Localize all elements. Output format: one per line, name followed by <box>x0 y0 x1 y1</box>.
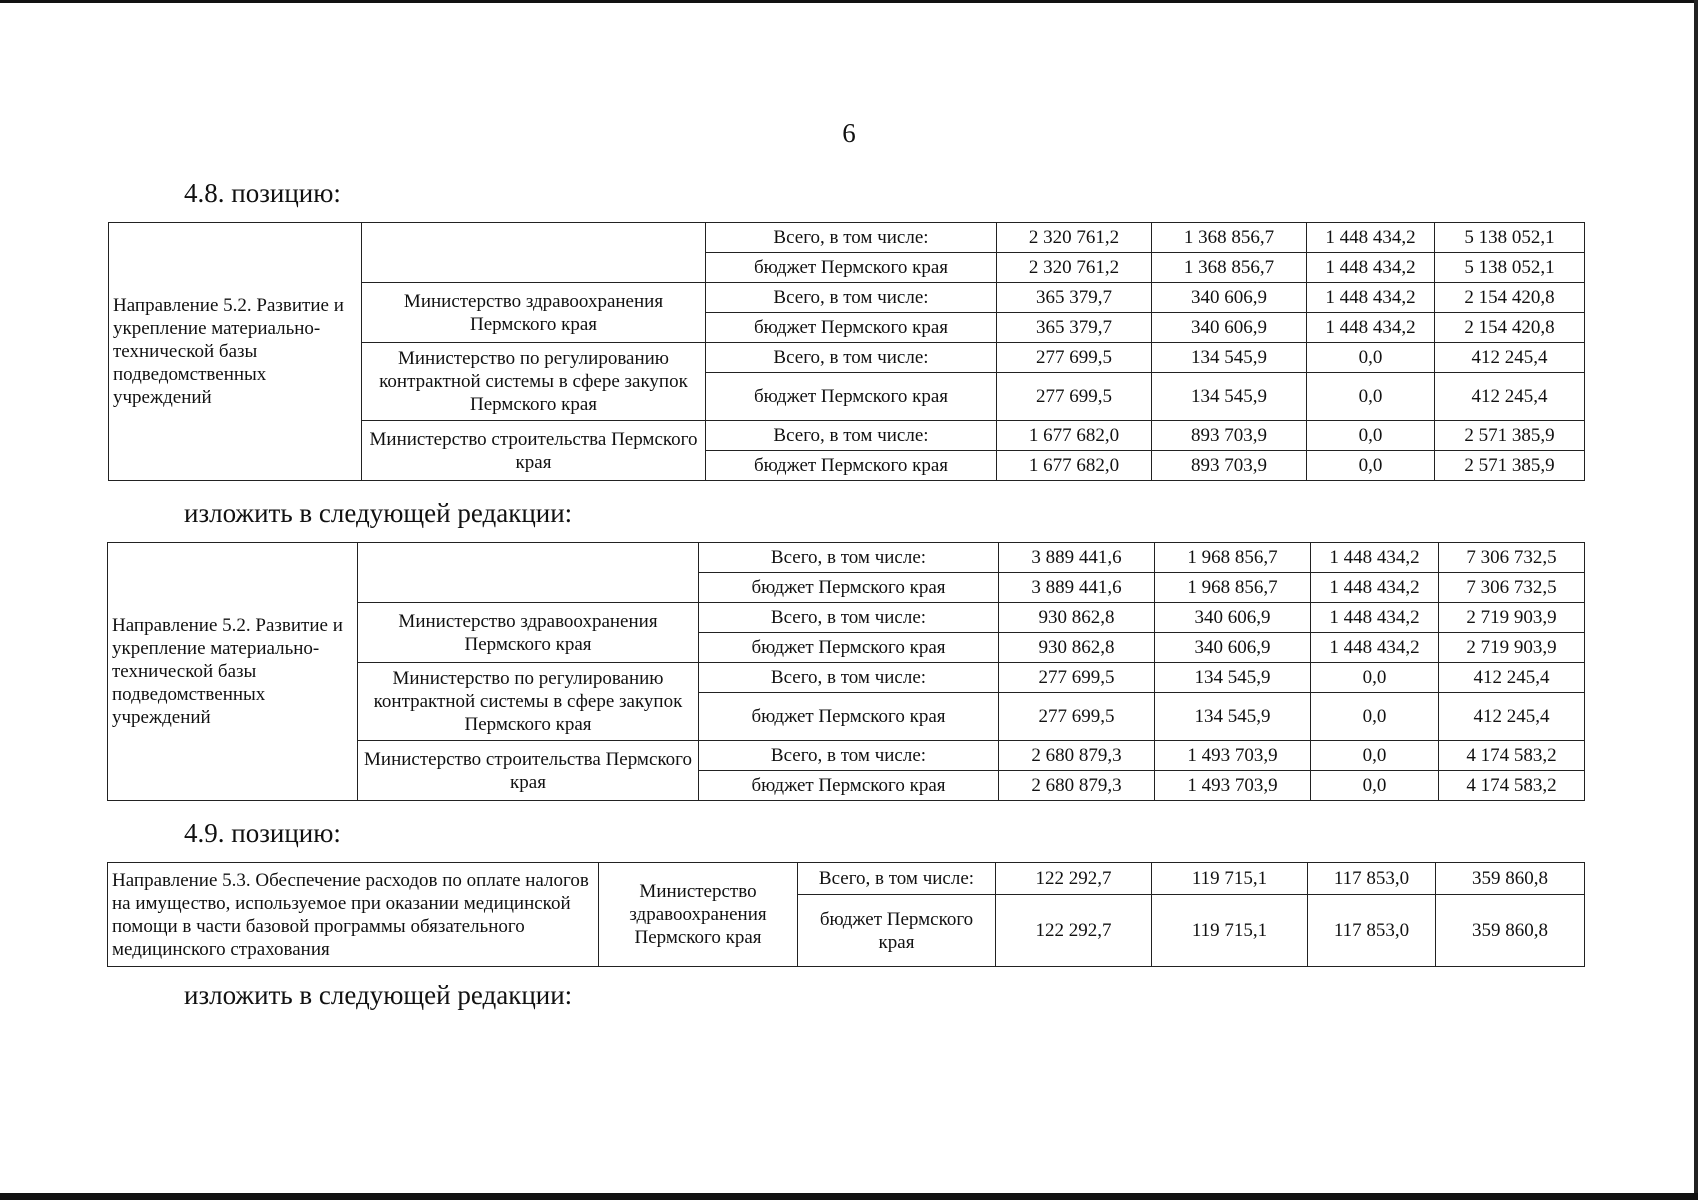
value-cell: 365 379,7 <box>997 313 1152 343</box>
ministry-cell: Министерство по регулированию контрактной системы в сфере закупок Пермского края <box>358 663 699 741</box>
value-cell: 893 703,9 <box>1152 421 1307 451</box>
ministry-cell: Министерство здравоохранения Пермского края <box>358 603 699 663</box>
total-cell: 7 306 732,5 <box>1439 543 1585 573</box>
value-cell: 119 715,1 <box>1152 863 1308 895</box>
edit-heading-2: изложить в следующей редакции: <box>184 980 573 1010</box>
value-cell: 0,0 <box>1311 693 1439 741</box>
section-4-9-heading: 4.9. позицию: <box>184 818 341 848</box>
ministry-cell: Министерство строительства Пермского края <box>362 421 706 481</box>
value-cell: 2 680 879,3 <box>999 741 1155 771</box>
section-4-8-heading: 4.8. позицию: <box>184 178 341 208</box>
value-cell: 1 448 434,2 <box>1311 603 1439 633</box>
source-cell: Всего, в том числе: <box>706 421 997 451</box>
source-cell: Всего, в том числе: <box>699 543 999 573</box>
value-cell: 0,0 <box>1311 663 1439 693</box>
value-cell: 340 606,9 <box>1152 283 1307 313</box>
ministry-cell: Министерство строительства Пермского края <box>358 741 699 801</box>
source-cell: бюджет Пермского края <box>706 313 997 343</box>
edit-heading-1: изложить в следующей редакции: <box>184 498 573 528</box>
source-cell: бюджет Пермского края <box>706 451 997 481</box>
value-cell: 930 862,8 <box>999 603 1155 633</box>
value-cell: 0,0 <box>1307 343 1435 373</box>
ministry-cell: Министерство здравоохранения Пермского края <box>599 863 798 967</box>
source-cell: бюджет Пермского края <box>699 633 999 663</box>
source-cell: бюджет Пермского края <box>699 573 999 603</box>
ministry-cell-empty <box>358 543 699 603</box>
total-cell: 359 860,8 <box>1436 895 1585 967</box>
direction-cell: Направление 5.2. Развитие и укрепление материально-технической базы подведомственных учреждений <box>109 223 362 481</box>
value-cell: 3 889 441,6 <box>999 543 1155 573</box>
total-cell: 412 245,4 <box>1439 693 1585 741</box>
value-cell: 340 606,9 <box>1155 633 1311 663</box>
value-cell: 1 677 682,0 <box>997 451 1152 481</box>
source-cell: бюджет Пермского края <box>699 771 999 801</box>
value-cell: 1 493 703,9 <box>1155 771 1311 801</box>
total-cell: 2 719 903,9 <box>1439 603 1585 633</box>
source-cell: Всего, в том числе: <box>699 741 999 771</box>
value-cell: 1 448 434,2 <box>1307 283 1435 313</box>
value-cell: 277 699,5 <box>999 693 1155 741</box>
value-cell: 1 968 856,7 <box>1155 573 1311 603</box>
direction-cell: Направление 5.2. Развитие и укрепление материально-технической базы подведомственных учреждений <box>108 543 358 801</box>
value-cell: 340 606,9 <box>1155 603 1311 633</box>
table-row <box>108 543 1585 573</box>
table-position-5-2-new <box>107 542 1585 801</box>
value-cell: 0,0 <box>1311 771 1439 801</box>
value-cell: 930 862,8 <box>999 633 1155 663</box>
value-cell: 0,0 <box>1307 451 1435 481</box>
total-cell: 412 245,4 <box>1439 663 1585 693</box>
total-cell: 2 571 385,9 <box>1435 451 1585 481</box>
total-cell: 412 245,4 <box>1435 373 1585 421</box>
total-cell: 5 138 052,1 <box>1435 253 1585 283</box>
direction-cell: Направление 5.3. Обеспечение расходов по оплате налогов на имущество, используемое при оказании медицинской помощи в части базовой программы обязательного медицинского страхования <box>108 863 599 967</box>
value-cell: 122 292,7 <box>996 895 1152 967</box>
scan-edge-right <box>1694 0 1698 1200</box>
total-cell: 2 571 385,9 <box>1435 421 1585 451</box>
value-cell: 117 853,0 <box>1308 863 1436 895</box>
source-cell: бюджет Пермского края <box>706 373 997 421</box>
total-cell: 412 245,4 <box>1435 343 1585 373</box>
ministry-cell-empty <box>362 223 706 283</box>
value-cell: 2 320 761,2 <box>997 223 1152 253</box>
value-cell: 134 545,9 <box>1152 373 1307 421</box>
source-cell: Всего, в том числе: <box>699 603 999 633</box>
source-cell: Всего, в том числе: <box>706 223 997 253</box>
value-cell: 117 853,0 <box>1308 895 1436 967</box>
value-cell: 1 368 856,7 <box>1152 253 1307 283</box>
value-cell: 893 703,9 <box>1152 451 1307 481</box>
total-cell: 5 138 052,1 <box>1435 223 1585 253</box>
value-cell: 0,0 <box>1307 421 1435 451</box>
value-cell: 2 320 761,2 <box>997 253 1152 283</box>
total-cell: 7 306 732,5 <box>1439 573 1585 603</box>
value-cell: 119 715,1 <box>1152 895 1308 967</box>
value-cell: 1 368 856,7 <box>1152 223 1307 253</box>
value-cell: 1 448 434,2 <box>1307 253 1435 283</box>
source-cell: Всего, в том числе: <box>706 343 997 373</box>
source-cell: бюджет Пермского края <box>699 693 999 741</box>
value-cell: 134 545,9 <box>1152 343 1307 373</box>
value-cell: 1 448 434,2 <box>1311 573 1439 603</box>
total-cell: 4 174 583,2 <box>1439 741 1585 771</box>
source-cell: бюджет Пермского края <box>706 253 997 283</box>
value-cell: 1 448 434,2 <box>1311 633 1439 663</box>
value-cell: 2 680 879,3 <box>999 771 1155 801</box>
value-cell: 1 968 856,7 <box>1155 543 1311 573</box>
value-cell: 1 448 434,2 <box>1307 223 1435 253</box>
table-row <box>108 863 1585 895</box>
source-cell: Всего, в том числе: <box>798 863 996 895</box>
page-number: 6 <box>842 118 856 148</box>
total-cell: 2 154 420,8 <box>1435 283 1585 313</box>
value-cell: 122 292,7 <box>996 863 1152 895</box>
value-cell: 277 699,5 <box>997 373 1152 421</box>
total-cell: 2 154 420,8 <box>1435 313 1585 343</box>
value-cell: 1 493 703,9 <box>1155 741 1311 771</box>
scan-edge-top <box>0 0 1698 3</box>
source-cell: Всего, в том числе: <box>699 663 999 693</box>
total-cell: 2 719 903,9 <box>1439 633 1585 663</box>
source-cell: бюджет Пермского края <box>798 895 996 967</box>
table-row <box>109 223 1585 253</box>
table-position-5-2-old <box>108 222 1585 481</box>
scan-edge-bottom <box>0 1193 1698 1200</box>
value-cell: 0,0 <box>1307 373 1435 421</box>
value-cell: 1 677 682,0 <box>997 421 1152 451</box>
ministry-cell: Министерство по регулированию контрактной системы в сфере закупок Пермского края <box>362 343 706 421</box>
value-cell: 134 545,9 <box>1155 663 1311 693</box>
value-cell: 1 448 434,2 <box>1307 313 1435 343</box>
value-cell: 277 699,5 <box>997 343 1152 373</box>
source-cell: Всего, в том числе: <box>706 283 997 313</box>
value-cell: 0,0 <box>1311 741 1439 771</box>
total-cell: 4 174 583,2 <box>1439 771 1585 801</box>
table-position-5-3-old <box>107 862 1585 967</box>
value-cell: 134 545,9 <box>1155 693 1311 741</box>
ministry-cell: Министерство здравоохранения Пермского края <box>362 283 706 343</box>
total-cell: 359 860,8 <box>1436 863 1585 895</box>
value-cell: 1 448 434,2 <box>1311 543 1439 573</box>
value-cell: 340 606,9 <box>1152 313 1307 343</box>
value-cell: 365 379,7 <box>997 283 1152 313</box>
value-cell: 3 889 441,6 <box>999 573 1155 603</box>
value-cell: 277 699,5 <box>999 663 1155 693</box>
